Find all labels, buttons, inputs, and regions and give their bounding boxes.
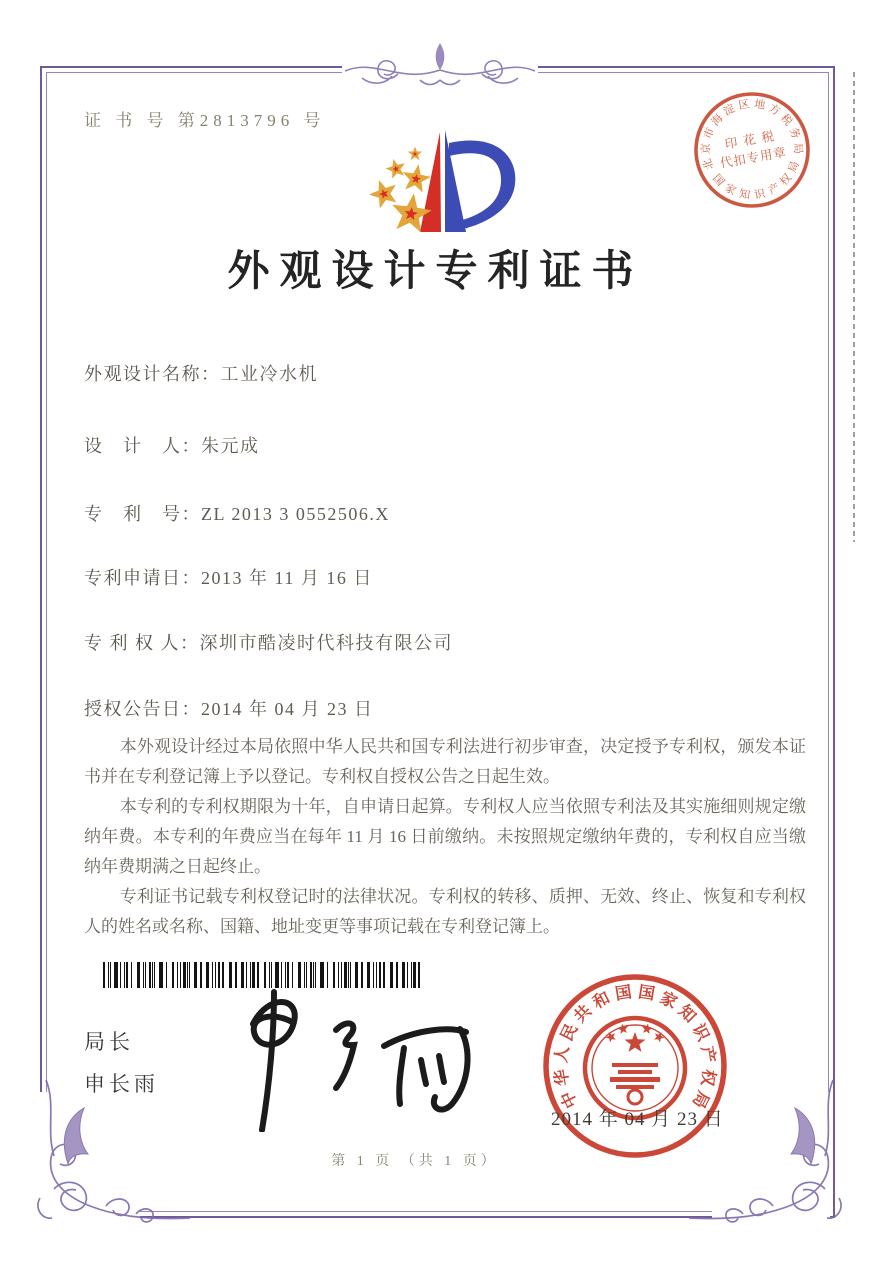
- seal-ring-char: 共: [570, 1001, 596, 1027]
- field-grant-date: [84, 695, 374, 721]
- field-patentee-value: 深圳市酷凌时代科技有限公司: [199, 633, 453, 653]
- tax-stamp-seal-icon: [680, 78, 824, 222]
- field-design-name-label: 外观设计名称：: [84, 364, 221, 384]
- logo-shapes: [372, 130, 516, 232]
- seal-ring-char: 国: [636, 982, 657, 1004]
- seal-ring-char: 局: [791, 142, 804, 155]
- seal-ring-char: 家: [656, 987, 681, 1013]
- field-application-date-value: 2013 年 11 月 16 日: [201, 568, 373, 588]
- seal-ring-char: 知: [738, 188, 751, 202]
- seal-ring-char: 权: [697, 1067, 719, 1088]
- field-designer-value: 朱元成: [201, 436, 260, 456]
- seal-ring-char: 和: [589, 987, 614, 1013]
- seal-ring-char: 知: [674, 1001, 700, 1027]
- legal-paragraph-3: 专利证书记载专利权登记时的法律状况。专利权的转移、质押、无效、终止、恢复和专利权人的姓名或名称、国籍、地址变更等事项记载在专利登记簿上。: [84, 887, 806, 936]
- seal-ring-char: 税: [778, 111, 795, 129]
- seal-ring-char: 家: [722, 181, 738, 198]
- seal-date-overlay: 2014 年 04 月 23 日: [551, 1109, 724, 1130]
- seal-ring-char: 权: [777, 171, 795, 189]
- seal-ring-char: 京: [700, 143, 713, 155]
- field-grant-date-value: 2014 年 04 月 23 日: [201, 699, 374, 719]
- page-title: 外观设计专利证书: [227, 249, 644, 295]
- field-designer: [84, 432, 260, 458]
- field-application-date-label: 专利申请日：: [84, 568, 201, 588]
- seal-ring-char: 局: [688, 1087, 714, 1112]
- seal-ring-char: 产: [697, 1044, 719, 1065]
- seal-ring-char: 局: [786, 159, 802, 175]
- seal-ring-char: 市: [702, 126, 718, 141]
- seal-ring-char: 识: [753, 187, 767, 202]
- seal-ring-char: 区: [737, 98, 751, 113]
- seal-ring-char: 人: [551, 1044, 573, 1065]
- director-signature-icon: [208, 982, 478, 1132]
- field-grant-date-label: 授权公告日：: [84, 699, 201, 719]
- seal-ring-char: 地: [753, 98, 767, 112]
- scan-page-edge: [853, 72, 855, 542]
- seal-ring-char: 方: [766, 102, 782, 119]
- seal-ring-char: 北: [701, 156, 717, 172]
- legal-paragraph-2: 本专利的专利权期限为十年，自申请日起算。专利权人应当依照专利法及其实施细则规定缴纳年费。本专利的年费应当在每年 11 月 16 日前缴纳。未按照规定缴纳年费的，专利权自应当缴纳年费期满之日起终止。: [84, 797, 806, 876]
- legal-paragraph-1: 本外观设计经过本局依照中华人民共和国专利法进行初步审查，决定授予专利权，颁发本证书并在专利登记簿上予以登记。专利权自授权公告之日起生效。: [84, 737, 806, 786]
- certificate-number: 证 书 号 第2813796 号: [84, 111, 326, 130]
- national-emblem: [585, 1018, 685, 1118]
- field-patentee-label: 专 利 权 人：: [84, 633, 200, 653]
- seal-ring-char: 国: [710, 172, 727, 189]
- seal-ring-char: 务: [786, 125, 802, 141]
- field-patent-number: [84, 500, 390, 526]
- page-footer: 第 1 页 （共 1 页）: [331, 1154, 499, 1169]
- seal-ring-char: 产: [766, 181, 783, 198]
- field-design-name: [84, 360, 318, 386]
- patent-office-logo-icon: [348, 126, 548, 254]
- field-design-name-value: 工业冷水机: [220, 364, 318, 384]
- official-seal-icon: [540, 971, 730, 1161]
- seal-ring-char: 民: [556, 1020, 582, 1045]
- field-designer-label: 设 计 人：: [84, 436, 201, 456]
- seal-ring-char: 海: [709, 112, 726, 129]
- seal-ring-char: 华: [551, 1067, 573, 1088]
- director-name: 申长雨: [84, 1072, 159, 1096]
- legal-text-block: [84, 732, 806, 942]
- director-title: 局长: [84, 1030, 134, 1054]
- field-patentee: [84, 629, 453, 655]
- field-patent-number-label: 专 利 号：: [84, 504, 201, 524]
- field-patent-number-value: ZL 2013 3 0552506.X: [201, 504, 390, 524]
- seal-ring-char: 中: [556, 1087, 582, 1112]
- seal-ring-char: 国: [613, 982, 634, 1004]
- field-application-date: [84, 564, 373, 590]
- tax-stamp-center-line2: 代扣专用章: [718, 145, 788, 171]
- seal-ring-char: 淀: [721, 102, 738, 119]
- tax-stamp-center-line1: 印 花 税: [723, 128, 777, 152]
- seal-ring-char: 识: [688, 1020, 714, 1045]
- top-center-flourish-icon: [300, 38, 580, 98]
- signature-strokes: [253, 992, 468, 1130]
- logo-stars: [372, 149, 427, 227]
